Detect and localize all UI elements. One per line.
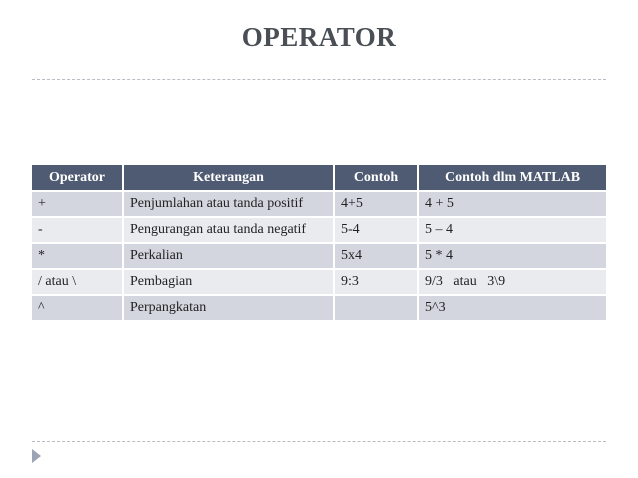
header-keterangan: Keterangan: [123, 165, 334, 191]
cell-operator: -: [32, 217, 123, 243]
cell-contoh: 5x4: [334, 243, 418, 269]
cell-keterangan: Penjumlahan atau tanda positif: [123, 191, 334, 217]
cell-operator: / atau \: [32, 269, 123, 295]
cell-keterangan: Pembagian: [123, 269, 334, 295]
table-header-row: [32, 165, 606, 191]
header-contoh-matlab: Contoh dlm MATLAB: [418, 165, 606, 191]
table-row: [32, 295, 606, 320]
header-contoh: Contoh: [334, 165, 418, 191]
cell-contoh-matlab: 4 + 5: [418, 191, 606, 217]
operator-table: [32, 165, 606, 320]
header-operator: Operator: [32, 165, 123, 191]
slide-title: OPERATOR: [241, 22, 397, 52]
cell-operator: *: [32, 243, 123, 269]
slide-bullet-arrow-icon: [32, 449, 41, 463]
bottom-divider: [32, 441, 606, 442]
cell-contoh: 5-4: [334, 217, 418, 243]
cell-contoh: 9:3: [334, 269, 418, 295]
cell-operator: +: [32, 191, 123, 217]
cell-contoh: [334, 295, 418, 320]
cell-contoh-matlab: 9/3 atau 3\9: [418, 269, 606, 295]
table-row: [32, 243, 606, 269]
cell-operator: ^: [32, 295, 123, 320]
cell-keterangan: Pengurangan atau tanda negatif: [123, 217, 334, 243]
table-row: [32, 217, 606, 243]
cell-keterangan: Perpangkatan: [123, 295, 334, 320]
table-row: [32, 269, 606, 295]
cell-contoh-matlab: 5 * 4: [418, 243, 606, 269]
cell-contoh: 4+5: [334, 191, 418, 217]
cell-contoh-matlab: 5 – 4: [418, 217, 606, 243]
cell-contoh-matlab: 5^3: [418, 295, 606, 320]
top-divider: [32, 79, 606, 80]
cell-keterangan: Perkalian: [123, 243, 334, 269]
table-row: [32, 191, 606, 217]
